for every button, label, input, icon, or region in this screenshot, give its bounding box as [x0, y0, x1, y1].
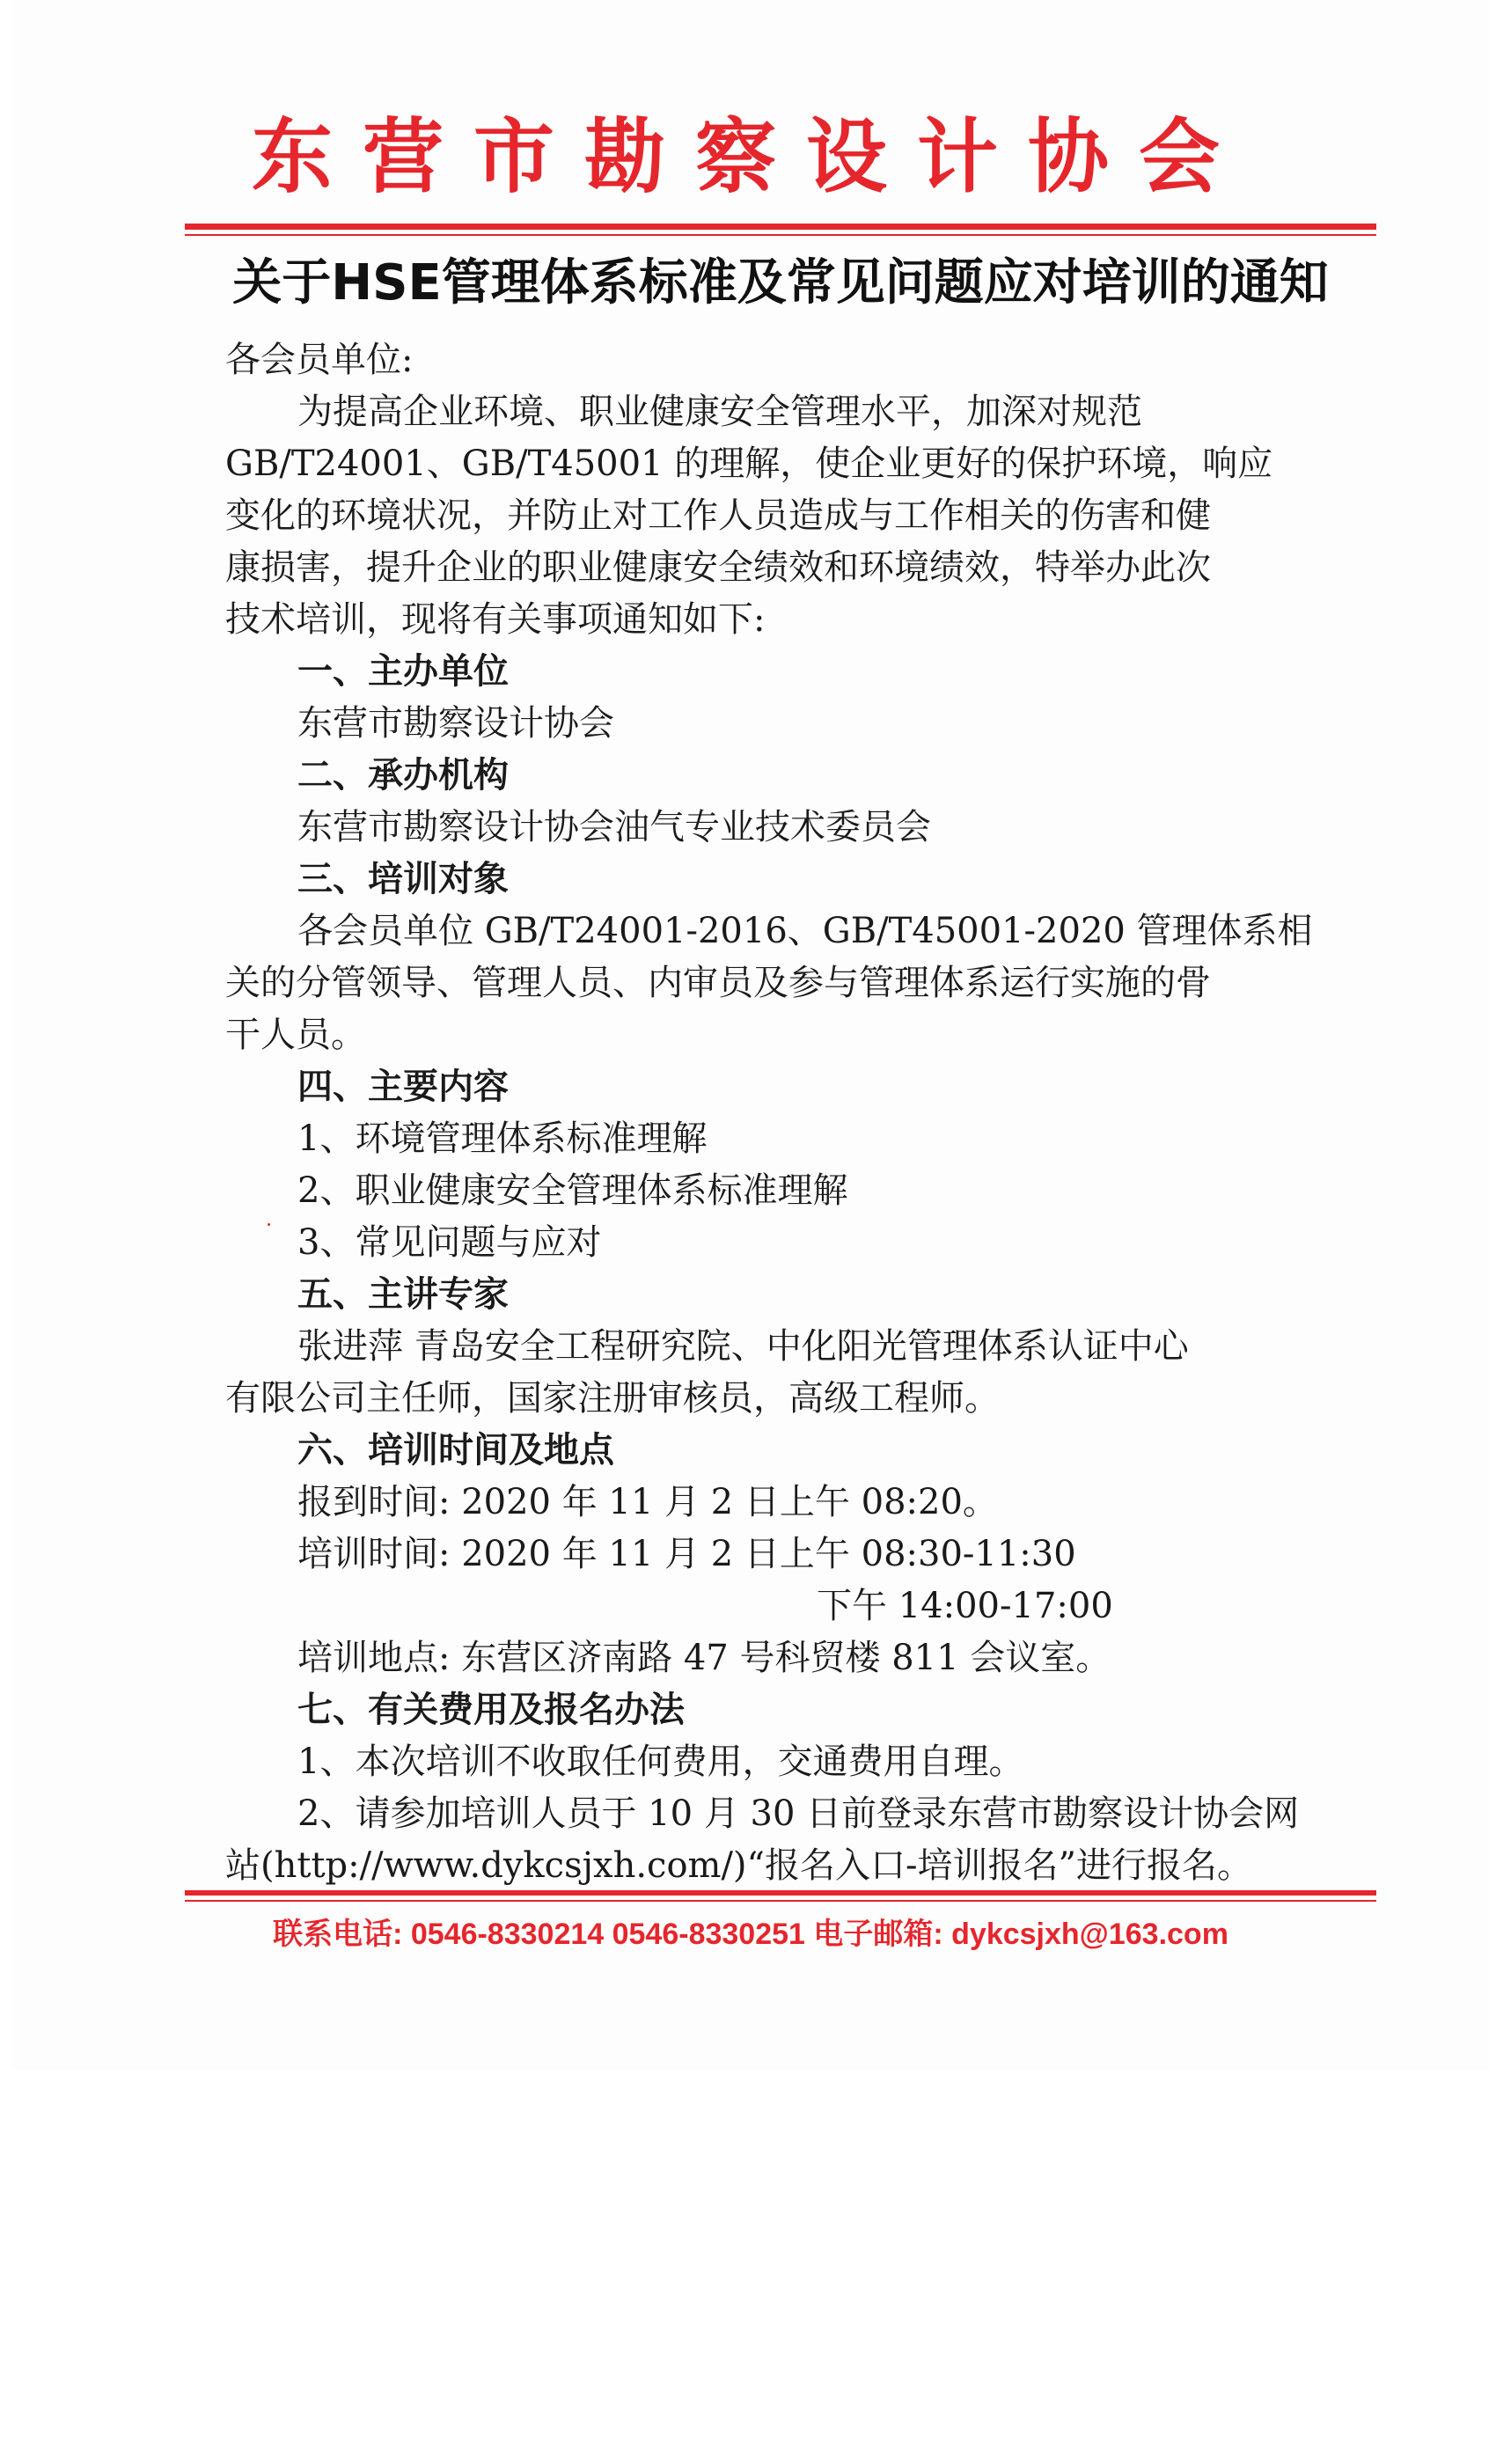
training-location: 培训地点: 东营区济南路 47 号科贸楼 811 会议室。: [297, 1638, 1111, 1678]
intro-line: 为提高企业环境、职业健康安全管理水平，加深对规范: [297, 392, 1142, 432]
intro-line: 技术培训，现将有关事项通知如下:: [225, 599, 766, 640]
training-time-morning: 培训时间: 2020 年 11 月 2 日上午 08:30-11:30: [297, 1534, 1076, 1574]
section-heading-audience: 三、培训对象: [297, 859, 509, 899]
checkin-time: 报到时间: 2020 年 11 月 2 日上午 08:20。: [297, 1482, 998, 1522]
expert-line: 有限公司主任师，国家注册审核员，高级工程师。: [225, 1378, 1000, 1419]
contact-info: 联系电话: 0546-8330214 0546-8330251 电子邮箱: dykcsjxh@163.com: [273, 1918, 1228, 1951]
audience-line: 关的分管领导、管理人员、内审员及参与管理体系运行实施的骨: [225, 963, 1211, 1003]
footer-rule-thick: [185, 1890, 1376, 1896]
content-item: 1、环境管理体系标准理解: [297, 1118, 708, 1159]
header-rule-thick: [185, 224, 1376, 230]
organizer-text: 东营市勘察设计协会: [297, 703, 614, 744]
executor-text: 东营市勘察设计协会油气专业技术委员会: [297, 807, 931, 847]
training-time-afternoon: 下午 14:00-17:00: [817, 1586, 1113, 1626]
notice-title: 关于HSE管理体系标准及常见问题应对培训的通知: [232, 254, 1329, 312]
section-heading-fees: 七、有关费用及报名办法: [297, 1690, 685, 1730]
section-heading-expert: 五、主讲专家: [297, 1274, 509, 1315]
section-heading-schedule: 六、培训时间及地点: [297, 1430, 614, 1470]
org-masthead: 东营市勘察设计协会: [251, 109, 1250, 204]
content-item: 3、常见问题与应对: [297, 1222, 602, 1263]
audience-line: 干人员。: [225, 1015, 366, 1055]
audience-line: 各会员单位 GB/T24001-2016、GB/T45001-2020 管理体系相: [297, 911, 1313, 951]
expert-line: 张进萍 青岛安全工程研究院、中化阳光管理体系认证中心: [297, 1326, 1189, 1367]
registration-link-line: 站(http://www.dykcsjxh.com/)“报名入口-培训报名”进行报名。: [225, 1845, 1252, 1886]
salutation: 各会员单位:: [225, 340, 414, 380]
header-rule-thin: [185, 234, 1376, 236]
notice-body: [225, 334, 1316, 1892]
content-item: 2、职业健康安全管理体系标准理解: [297, 1170, 848, 1211]
fees-line: 1、本次培训不收取任何费用，交通费用自理。: [297, 1742, 1024, 1782]
footer-rule-thin: [185, 1900, 1376, 1902]
intro-line: GB/T24001、GB/T45001 的理解，使企业更好的保护环境，响应: [225, 444, 1273, 484]
intro-line: 变化的环境状况，并防止对工作人员造成与工作相关的伤害和健: [225, 495, 1211, 536]
section-heading-content: 四、主要内容: [297, 1067, 509, 1107]
ink-speck: [268, 1223, 270, 1226]
intro-line: 康损害，提升企业的职业健康安全绩效和环境绩效，特举办此次: [225, 547, 1211, 588]
section-heading-organizer: 一、主办单位: [297, 651, 509, 692]
fees-line: 2、请参加培训人员于 10 月 30 日前登录东营市勘察设计协会网: [297, 1793, 1300, 1834]
letterhead-page: [12, 0, 1489, 2070]
section-heading-executor: 二、承办机构: [297, 755, 509, 796]
